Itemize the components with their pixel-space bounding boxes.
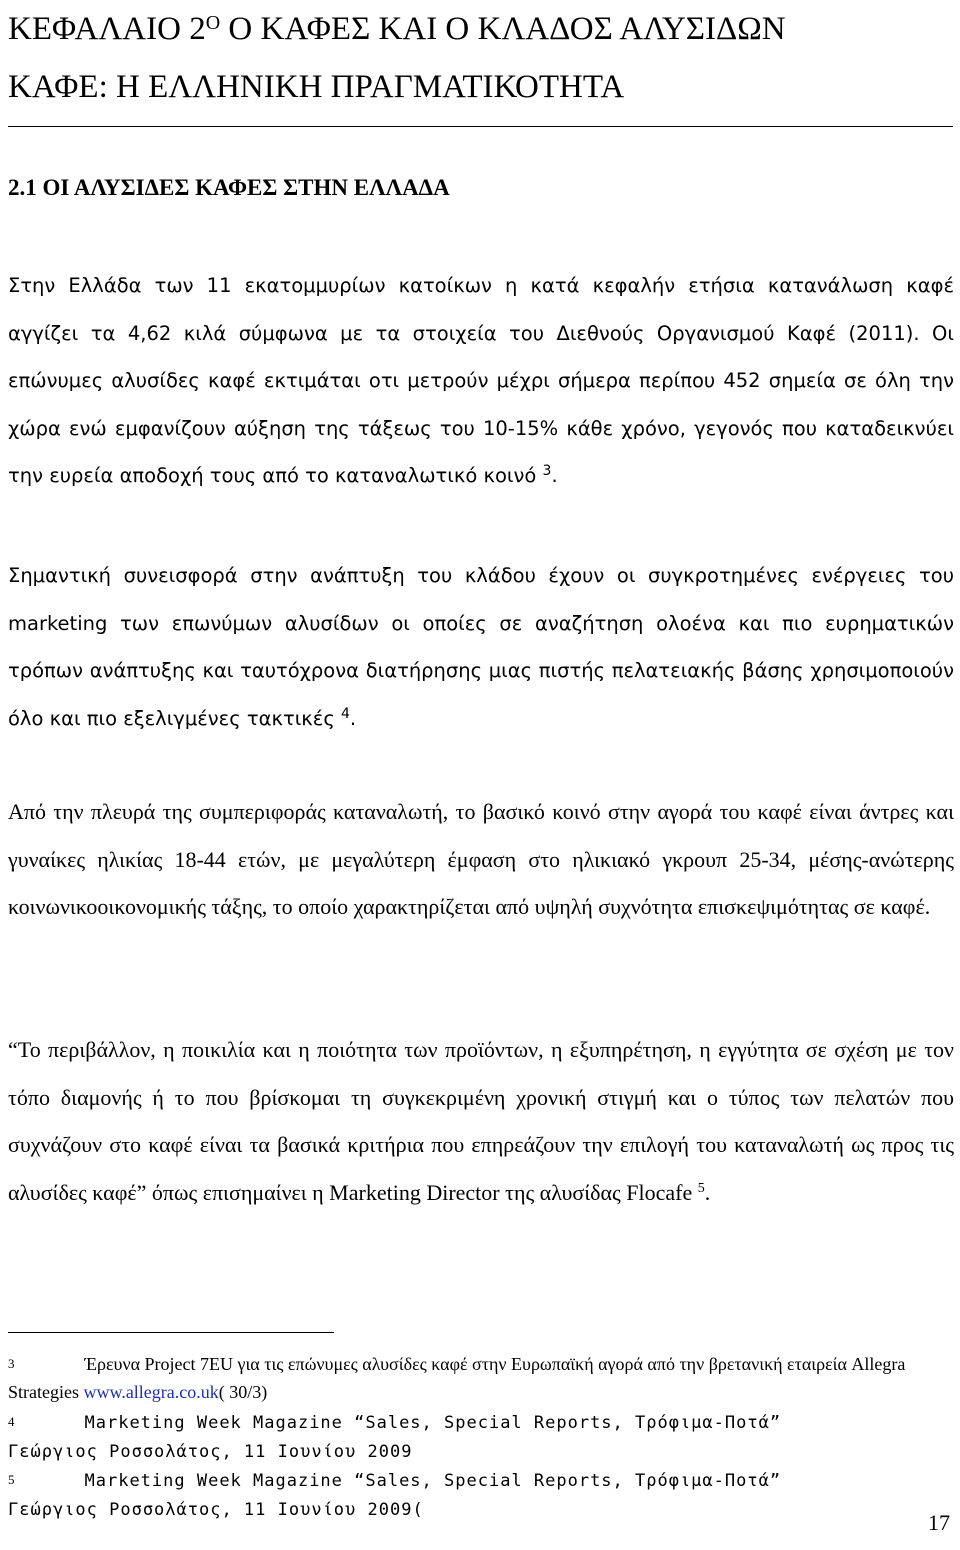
section-heading: 2.1 ΟΙ ΑΛΥΣΙΔΕΣ ΚΑΦΕΣ ΣΤΗΝ ΕΛΛΑΔΑ bbox=[8, 175, 450, 200]
footnote-5 bbox=[8, 1466, 958, 1524]
footnote-ref-4[interactable]: 4 bbox=[340, 705, 350, 722]
footnote-3 bbox=[8, 1350, 958, 1406]
chapter-heading bbox=[8, 0, 956, 116]
footnote-4 bbox=[8, 1408, 958, 1466]
footnote-3-text: Έρευνα Project 7EU για τις επώνυμες αλυσίδες καφέ στην Ευρωπαϊκή αγορά από την βρετανική εταιρεία Allegra Strategies bbox=[8, 1354, 906, 1402]
footnote-ref-3[interactable]: 3 bbox=[542, 463, 552, 479]
paragraph-1-text: Στην Ελλάδα των 11 εκατομμυρίων κατοίκων η κατά κεφαλήν ετήσια κατανάλωση καφέ αγγίζει τα 4,62 κιλά σύμφωνα με τα στοιχεία του Διεθνούς Οργανισμού Καφέ (2011). Οι επώνυμες αλυσίδες καφέ εκτιμάται οτι μετρούν μέχρι σήμερα περίπου 452 σημεία σε όλη την χώρα ενώ εμφανίζουν αύξηση της τάξεως του 10-15% κάθε χρόνο, γεγονός που καταδεικνύει την ευρεία αποδοχή τους από το καταναλωτικό κοινό bbox=[8, 274, 954, 487]
footnote-ref-5[interactable]: 5 bbox=[697, 1180, 705, 1196]
footnote-divider bbox=[8, 1332, 334, 1333]
paragraph-2-end: . bbox=[349, 706, 357, 730]
allegra-link[interactable]: www.allegra.co.uk bbox=[83, 1382, 219, 1402]
paragraph-2-text: Σημαντική συνεισφορά στην ανάπτυξη του κλάδου έχουν οι συγκροτημένες ενέργειες του marketing των επωνύμων αλυσίδων οι οποίες σε αναζήτηση ολοένα και πιο ευρηματικών τρόπων ανάπτυξης και ταυτόχρονα διατήρησης μιας πιστής πελατειακής βάσης χρησιμοποιούν όλο και πιο εξελιγμένες τακτικές bbox=[8, 564, 954, 730]
chapter-title-line1: Ο ΚΑΦΕΣ ΚΑΙ Ο ΚΛΑΔΟΣ ΑΛΥΣΙΔΩΝ bbox=[220, 11, 786, 47]
paragraph-4-text: “Το περιβάλλον, η ποικιλία και η ποιότητα των προϊόντων, η εξυπηρέτηση, η εγγύτητα σε σχέση με τον τόπο διαμονής ή το που βρίσκομαι τη συγκεκριμένη χρονική στιγμή και ο τύπος των πελατών που συχνάζουν στο καφέ είναι τα βασικά κριτήρια που επηρεάζουν την επιλογή του καταναλωτή ως προς τις αλυσίδες καφέ” όπως επισημαίνει η Marketing Director της αλυσίδας Flocafe bbox=[8, 1037, 954, 1205]
footnote-5-source: Marketing Week Magazine “Sales, Special Reports, Τρόφιμα-Ποτά” bbox=[84, 1471, 782, 1491]
paragraph-1 bbox=[8, 262, 954, 500]
footnote-4-source: Marketing Week Magazine “Sales, Special Reports, Τρόφιμα-Ποτά” bbox=[84, 1413, 782, 1433]
paragraph-1-end: . bbox=[551, 464, 558, 487]
chapter-title-line2: ΚΑΦΕ: Η ΕΛΛΗΝΙΚΗ ΠΡΑΓΜΑΤΙΚΟΤΗΤΑ bbox=[8, 69, 625, 105]
footnote-4-number: 4 bbox=[8, 1414, 15, 1429]
footnote-3-date: ( 30/3) bbox=[218, 1382, 268, 1402]
paragraph-2 bbox=[8, 552, 954, 742]
paragraph-4-end: . bbox=[704, 1179, 711, 1205]
footnote-3-number: 3 bbox=[8, 1356, 15, 1371]
chapter-superscript: Ο bbox=[205, 12, 221, 34]
page-number: 17 bbox=[928, 1510, 950, 1535]
paragraph-4-quote bbox=[8, 1026, 954, 1216]
heading-divider bbox=[8, 126, 953, 127]
paragraph-3: Από την πλευρά της συμπεριφοράς καταναλωτή, το βασικό κοινό στην αγορά του καφέ είναι άντρες και γυναίκες ηλικίας 18-44 ετών, με μεγαλύτερη έμφαση στο ηλικιακό γκρουπ 25-34, μέσης-ανώτερης κοινωνικοοικονομικής τάξης, το οποίο χαρακτηρίζεται από υψηλή συχνότητα επισκεψιμότητας σε καφέ. bbox=[8, 799, 954, 919]
footnote-5-number: 5 bbox=[8, 1472, 15, 1487]
footnote-5-author: Γεώργιος Ροσσολάτος, 11 Ιουνίου 2009( bbox=[8, 1500, 424, 1520]
chapter-prefix: ΚΕΦΑΛΑΙΟ 2 bbox=[8, 11, 206, 47]
footnote-4-author: Γεώργιος Ροσσολάτος, 11 Ιουνίου 2009 bbox=[8, 1442, 413, 1462]
